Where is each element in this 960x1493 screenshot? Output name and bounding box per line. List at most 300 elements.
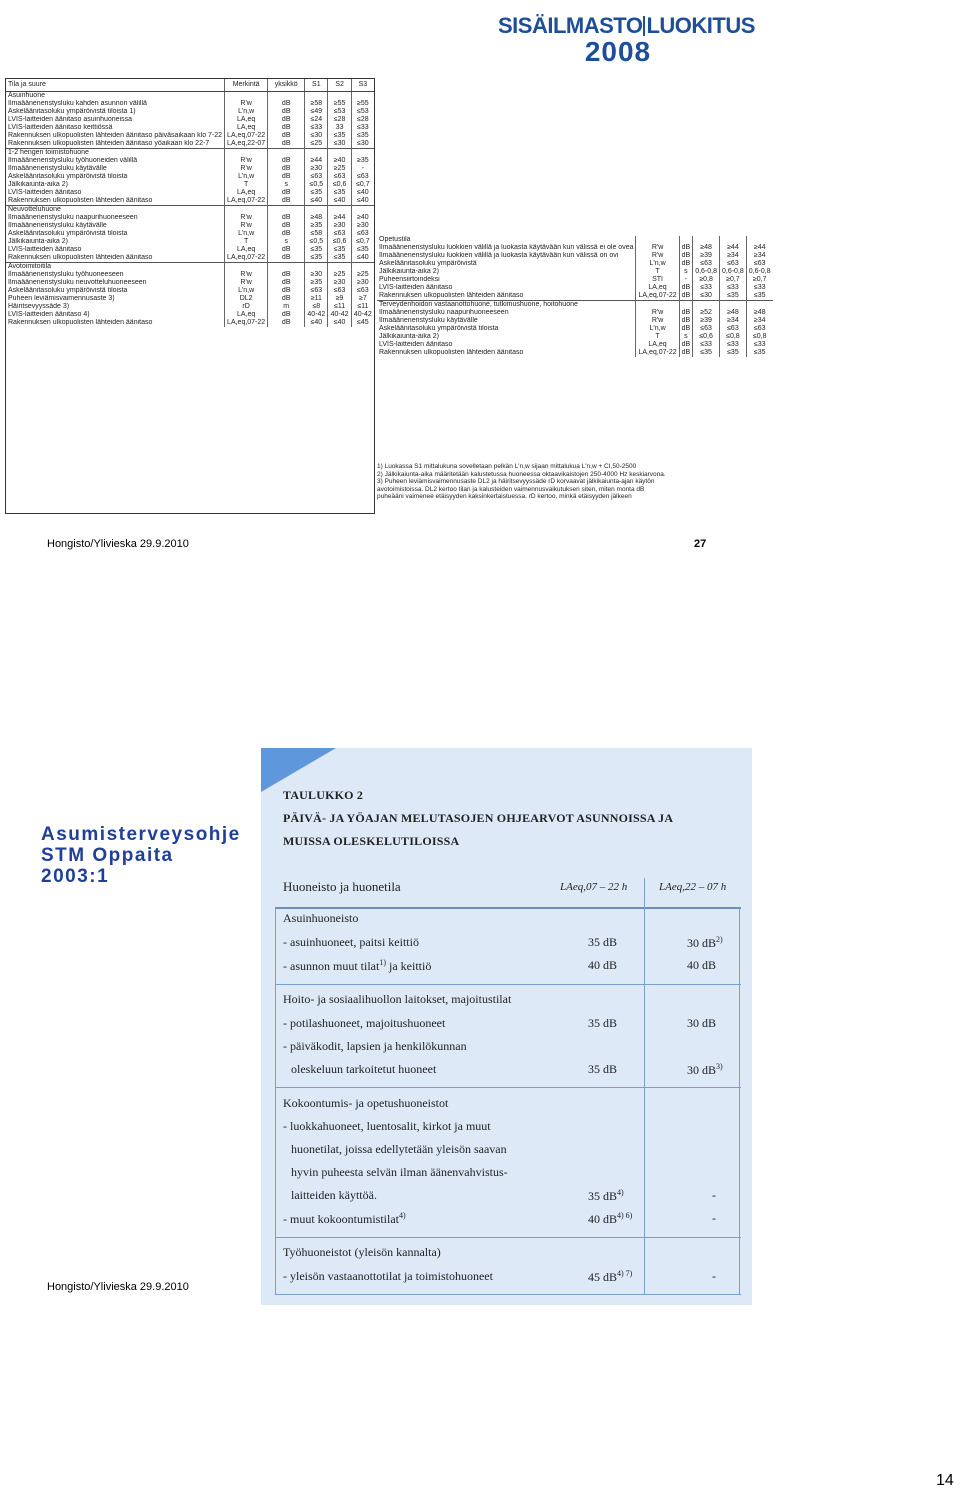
left-cell-label: Rakennuksen ulkopuolisten lähteiden äänitaso päiväsaikaan klo 7-22 [8, 132, 223, 139]
left-cell-sym: T [225, 181, 268, 189]
col-header-space: Huoneisto ja huonetila [283, 879, 401, 894]
right-row [377, 325, 773, 333]
right-cell-s2: ≤33 [720, 341, 747, 349]
left-cell-label: Ilmaääneneristysluku työhuoneiden välillä [8, 157, 138, 164]
left-cell-s3: ≥25 [351, 271, 374, 279]
left-cell-s1: ≥58 [305, 100, 328, 108]
right-cell-s2: ≤63 [720, 325, 747, 333]
left-cell-unit: s [268, 181, 305, 189]
left-cell-s1: ≤35 [305, 254, 328, 263]
right-row [377, 244, 773, 252]
left-row [6, 181, 374, 189]
logo-year: 2008 [584, 36, 652, 67]
left-cell-sym: LA,eq,22-07 [225, 140, 268, 149]
left-row [6, 271, 374, 279]
left-cell-label: Ilmaääneneristysluku naapurihuoneeseen [8, 214, 138, 221]
right-cell-s3: ≥44 [746, 244, 772, 252]
left-row [6, 100, 374, 108]
left-row [6, 287, 374, 295]
right-cell-sym: L'n,w [636, 260, 679, 268]
right-cell-s3: ≥34 [746, 317, 772, 325]
left-cell-s2: ≥25 [328, 271, 351, 279]
night-level-text: - [712, 1188, 716, 1202]
left-cell-unit: dB [268, 246, 305, 254]
left-cell-s2: ≤35 [328, 132, 351, 140]
left-cell-sym: R'w [225, 279, 268, 287]
right-cell-unit: dB [679, 349, 693, 357]
right-cell-unit: dB [679, 309, 693, 317]
left-section-empty-cell [328, 263, 351, 272]
left-cell-label: LVIS-laitteiden äänitaso 4) [8, 311, 90, 318]
right-cell-s1: ≤33 [693, 341, 720, 349]
right-cell-sym: R'w [636, 309, 679, 317]
right-cell-s1: ≤33 [693, 284, 720, 292]
left-section-empty-cell [225, 92, 268, 101]
right-cell-label: Ilmaääneneristysluku luokkien välillä ja luokasta käytävään kun välissä ei ole ovea [379, 244, 634, 251]
slide-title [41, 824, 256, 887]
left-requirements-table [5, 78, 375, 514]
left-cell-s1: ≤24 [305, 116, 328, 124]
right-section-label: Opetustila [379, 236, 411, 243]
left-cell-unit: dB [268, 214, 305, 222]
left-cell-s2: ≤0,6 [328, 238, 351, 246]
left-section-empty-cell [225, 263, 268, 272]
right-cell-unit: dB [679, 244, 693, 252]
left-section-empty-cell [268, 149, 305, 158]
right-cell-s2: ≥34 [720, 317, 747, 325]
left-cell-unit: dB [268, 197, 305, 206]
left-cell-s2: ≥44 [328, 214, 351, 222]
right-table [377, 236, 773, 357]
left-section-empty-cell [225, 149, 268, 158]
left-cell-s1: ≤63 [305, 173, 328, 181]
col-header-night: LAeq,22 – 07 h [659, 881, 727, 893]
left-cell-label: LVIS-laitteiden äänitaso [8, 189, 82, 196]
left-cell-label: Rakennuksen ulkopuolisten lähteiden äänitaso yöaikaan klo 22-7 [8, 140, 210, 147]
left-cell-sym: LA,eq,07-22 [225, 132, 268, 140]
guideline-row-label [283, 1119, 491, 1134]
right-cell-unit: s [679, 268, 693, 276]
left-cell-unit: dB [268, 230, 305, 238]
left-cell-s2: ≥40 [328, 157, 351, 165]
left-row [6, 311, 374, 319]
left-cell-s1: ≥48 [305, 214, 328, 222]
left-cell-s1: ≤0,5 [305, 238, 328, 246]
day-level-text: 35 dB [588, 935, 618, 949]
day-level-text: 35 dB [588, 1189, 618, 1203]
guideline-row-label [291, 1142, 507, 1157]
left-cell-unit: dB [268, 108, 305, 116]
left-cell-sym: L'n,w [225, 230, 268, 238]
left-cell-unit: dB [268, 271, 305, 279]
left-cell-s1: ≤35 [305, 189, 328, 197]
left-cell-s2: ≤28 [328, 116, 351, 124]
left-cell-sym: LA,eq [225, 311, 268, 319]
guideline-row-label [291, 1165, 508, 1180]
right-cell-s3: ≤33 [746, 341, 772, 349]
night-level-value [712, 1211, 716, 1226]
night-level-text: 40 dB [687, 958, 717, 972]
left-cell-s2: ≤40 [328, 319, 351, 327]
left-cell-unit: s [268, 238, 305, 246]
right-cell-s3: ≤35 [746, 292, 772, 301]
left-section-label: Asuinhuone [8, 92, 45, 99]
right-cell-sym: LA,eq,07-22 [636, 349, 679, 357]
left-cell-unit: dB [268, 295, 305, 303]
right-cell-label: LVIS-laitteiden äänitaso [379, 284, 453, 291]
guideline-row-label [283, 992, 511, 1007]
left-cell-sym: LA,eq [225, 246, 268, 254]
left-cell-label: Askeläänitasoluku ympäröivistä tiloista [8, 287, 128, 294]
day-level-value [588, 1062, 617, 1077]
left-cell-s1: ≥11 [305, 295, 328, 303]
right-cell-s1: ≤0,6 [693, 333, 720, 341]
right-cell-label: Askeläänitasoluku ympäröivistä [379, 260, 477, 267]
left-cell-s2: 40-42 [328, 311, 351, 319]
left-cell-s2: ≤35 [328, 254, 351, 263]
left-cell-s1: ≥44 [305, 157, 328, 165]
left-section-empty-cell [225, 206, 268, 215]
left-section-empty-cell [351, 263, 374, 272]
left-cell-unit: dB [268, 116, 305, 124]
left-section-label: 1-2 hengen toimistohuone [6, 149, 225, 158]
left-cell-sym: R'w [225, 214, 268, 222]
left-cell-unit: dB [268, 157, 305, 165]
left-cell-s1: ≤63 [305, 287, 328, 295]
header-space: Tila ja suure [6, 79, 225, 92]
guideline-row-label [283, 1245, 441, 1260]
left-section-label: Avotoimitoitila [6, 263, 225, 272]
night-level-text: - [712, 1211, 716, 1225]
right-cell-s3: ≤33 [746, 284, 772, 292]
left-cell-label: Askeläänitasoluku ympäröivistä tiloista 1) [8, 108, 136, 115]
left-row [6, 92, 374, 101]
night-level-value [687, 935, 723, 951]
guideline-row-label [283, 1016, 445, 1031]
right-cell-sym: R'w [636, 252, 679, 260]
left-cell-s1: ≤40 [305, 197, 328, 206]
row-text: - asunnon muut tilat [283, 959, 380, 973]
left-row [6, 222, 374, 230]
left-cell-s2: ≥55 [328, 100, 351, 108]
night-level-value [687, 1062, 723, 1078]
day-level-value [588, 1016, 617, 1031]
row-footnote-ref: 4) [399, 1211, 406, 1220]
day-level-value [588, 1188, 624, 1204]
night-level-text: 30 dB [687, 1063, 717, 1077]
left-row [6, 189, 374, 197]
right-row [377, 252, 773, 260]
left-section-empty-cell [268, 263, 305, 272]
right-cell-unit: dB [679, 284, 693, 292]
left-cell-unit: m [268, 303, 305, 311]
footer-author-date: Hongisto/Ylivieska 29.9.2010 [47, 538, 189, 550]
right-section-empty-cell [720, 301, 747, 310]
left-cell-label: Ilmaääneneristysluku käytävälle [8, 165, 107, 172]
left-cell-s3: ≤63 [351, 230, 374, 238]
right-row [377, 317, 773, 325]
row-text: - potilashuoneet, majoitushuoneet [283, 1016, 446, 1030]
left-cell-s3: ≤28 [351, 116, 374, 124]
left-cell-s1: ≥30 [305, 165, 328, 173]
row-text: huonetilat, joissa edellytetään yleisön saavan [291, 1142, 507, 1156]
right-cell-label: Ilmaääneneristysluku käytävälle [379, 317, 478, 324]
right-row [377, 333, 773, 341]
left-section-empty-cell [305, 263, 328, 272]
left-cell-s1: ≤25 [305, 140, 328, 149]
left-row [6, 173, 374, 181]
left-cell-s1: ≤35 [305, 246, 328, 254]
left-section-empty-cell [268, 206, 305, 215]
right-row [377, 276, 773, 284]
left-cell-unit: dB [268, 311, 305, 319]
left-cell-s1: ≤33 [305, 124, 328, 132]
right-cell-unit: dB [679, 325, 693, 333]
left-cell-s3: ≥55 [351, 100, 374, 108]
left-cell-sym: L'n,w [225, 287, 268, 295]
slide-title-line2: STM Oppaita [41, 845, 174, 866]
left-section-empty-cell [305, 206, 328, 215]
left-cell-unit: dB [268, 279, 305, 287]
left-cell-label: Jälkikaiunta-aika 2) [8, 181, 68, 188]
night-level-footnote: 2) [716, 935, 723, 944]
left-cell-sym: LA,eq [225, 189, 268, 197]
guideline-row-label [283, 1269, 493, 1284]
left-cell-sym: LA,eq [225, 116, 268, 124]
left-cell-sym: L'n,w [225, 108, 268, 116]
footnote: puheääni vaimenee etäisyyden kaksinkertaistuessa. rD kertoo, minkä etäisyyden jälkeen [377, 493, 632, 500]
left-cell-s3: ≤40 [351, 189, 374, 197]
right-cell-unit: dB [679, 341, 693, 349]
right-cell-s2: ≤35 [720, 349, 747, 357]
left-section-empty-cell [328, 92, 351, 101]
left-cell-label: Puheen leviämisvaimennusaste 3) [8, 295, 115, 302]
guideline-row-label [291, 1188, 377, 1203]
left-cell-label: Askeläänitasoluku ympäröivistä tiloista [8, 173, 128, 180]
right-cell-s1: ≥48 [693, 244, 720, 252]
left-cell-s2: ≤35 [328, 189, 351, 197]
right-cell-label: Ilmaääneneristysluku naapurihuoneeseen [379, 309, 509, 316]
left-cell-s3: ≤45 [351, 319, 374, 327]
night-level-text: 30 dB [687, 1016, 717, 1030]
row-text: - yleisön vastaanottotilat ja toimistohuoneet [283, 1269, 493, 1283]
right-section-empty-cell [746, 236, 772, 244]
section-rule-2 [275, 1087, 741, 1088]
left-cell-s2: ≤63 [328, 173, 351, 181]
column-divider-1 [644, 878, 645, 1294]
slide-number: 27 [694, 538, 707, 550]
left-cell-sym: LA,eq,07-22 [225, 197, 268, 206]
right-cell-s1: ≤30 [693, 292, 720, 301]
row-text-continued: ja keittiö [386, 959, 432, 973]
left-cell-unit: dB [268, 319, 305, 327]
footnote: 2) Jälkikaiunta-aika määritetään kalustetussa huoneessa oktaavikaistojen 250-4000 Hz keskiarvona. [377, 470, 666, 478]
left-cell-unit: dB [268, 140, 305, 149]
left-cell-s2: ≥30 [328, 279, 351, 287]
right-cell-s2: ≥48 [720, 309, 747, 317]
right-cell-s1: ≥52 [693, 309, 720, 317]
right-cell-s3: ≤63 [746, 260, 772, 268]
left-cell-unit: dB [268, 189, 305, 197]
right-cell-sym: LA,eq [636, 284, 679, 292]
right-cell-s1: 0,6-0,8 [693, 268, 720, 276]
right-row [377, 268, 773, 276]
right-cell-s1: ≥39 [693, 317, 720, 325]
day-level-value [588, 958, 617, 973]
right-cell-s3: ≤63 [746, 325, 772, 333]
footnote: avotoimistoissa. DL2 kertoo tilan ja kalusteiden vaimennusvaikutuksen siten, miten monta dB [377, 485, 645, 493]
left-cell-s2: ≤63 [328, 287, 351, 295]
right-row [377, 349, 773, 357]
left-cell-s2: ≤40 [328, 197, 351, 206]
slide-title-line3: 2003:1 [41, 866, 110, 887]
right-cell-s2: ≤63 [720, 260, 747, 268]
left-cell-s2: ≥9 [328, 295, 351, 303]
left-cell-label: Ilmaääneneristysluku käytävälle [8, 222, 107, 229]
left-section-empty-cell [268, 92, 305, 101]
day-level-text: 40 dB [588, 958, 618, 972]
row-footnote-ref: 1) [379, 958, 386, 967]
left-cell-label: Rakennuksen ulkopuolisten lähteiden äänitaso [8, 197, 153, 204]
left-cell-s1: ≥35 [305, 279, 328, 287]
left-row [6, 254, 374, 263]
right-cell-s2: ≥0,7 [720, 276, 747, 284]
header-symbol: Merkintä [225, 79, 268, 92]
table-heading-line1: PÄIVÄ- JA YÖAJAN MELUTASOJEN OHJEARVOT ASUNNOISSA JA [283, 811, 674, 825]
page-number: 14 [936, 1472, 954, 1489]
left-cell-unit: dB [268, 124, 305, 132]
left-cell-label: Jälkikaiunta-aika 2) [8, 238, 68, 245]
night-level-value [712, 1188, 716, 1203]
left-cell-s3: ≤53 [351, 108, 374, 116]
night-level-text: - [712, 1269, 716, 1283]
left-row [6, 214, 374, 222]
right-row [377, 236, 773, 244]
left-cell-s3: ≥7 [351, 295, 374, 303]
left-cell-s3: - [351, 165, 374, 173]
left-cell-unit: dB [268, 165, 305, 173]
left-cell-s1: ≤30 [305, 132, 328, 140]
header-s2: S2 [328, 79, 351, 92]
right-cell-label: Jälkikaiunta-aika 2) [379, 268, 439, 275]
guideline-row-label [283, 935, 419, 950]
left-cell-s3: ≤0,7 [351, 238, 374, 246]
row-text: - päiväkodit, lapsien ja henkilökunnan [283, 1039, 467, 1053]
section-rule-4 [275, 1294, 741, 1295]
right-cell-s2: ≤33 [720, 284, 747, 292]
left-row [6, 108, 374, 116]
right-row [377, 341, 773, 349]
night-level-value [687, 958, 716, 973]
left-cell-s3: ≤0,7 [351, 181, 374, 189]
left-cell-s3: ≥40 [351, 214, 374, 222]
header-rule [275, 907, 741, 909]
left-cell-sym: rD [225, 303, 268, 311]
left-row [6, 197, 374, 206]
left-cell-sym: R'w [225, 100, 268, 108]
right-cell-sym: R'w [636, 244, 679, 252]
day-level-value [588, 935, 617, 950]
right-cell-s2: ≥34 [720, 252, 747, 260]
left-cell-s2: ≤30 [328, 140, 351, 149]
corner-triangle-decoration [261, 748, 336, 792]
footnote: 3) Puheen leviämisvaimennusaste DL2 ja häiritsevyyssäde rD korvaavat jälkikaiunta-ajan käytön [377, 478, 655, 485]
left-section-empty-cell [305, 92, 328, 101]
right-cell-label: LVIS-laitteiden äänitaso [379, 341, 453, 348]
right-cell-sym: STI [636, 276, 679, 284]
left-cell-s2: ≥30 [328, 222, 351, 230]
day-level-footnote: 4) 6) [617, 1211, 633, 1220]
left-cell-sym: LA,eq,07-22 [225, 319, 268, 327]
logo-part2: LUOKITUS [646, 13, 755, 38]
left-cell-s3: ≤35 [351, 246, 374, 254]
left-cell-sym: R'w [225, 157, 268, 165]
right-cell-sym: L'n,w [636, 325, 679, 333]
section-rule-1 [275, 984, 741, 985]
left-row [6, 230, 374, 238]
right-cell-unit: - [679, 276, 693, 284]
row-text: hyvin puheesta selvän ilman äänenvahvistus- [291, 1165, 508, 1179]
left-cell-unit: dB [268, 132, 305, 140]
right-cell-sym: R'w [636, 317, 679, 325]
right-cell-s2: 0,6-0,8 [720, 268, 747, 276]
right-cell-s3: ≥34 [746, 252, 772, 260]
header-s3: S3 [351, 79, 374, 92]
row-text: - luokkahuoneet, luentosalit, kirkot ja muut [283, 1119, 491, 1133]
left-cell-s3: ≤35 [351, 132, 374, 140]
left-cell-s3: ≤40 [351, 254, 374, 263]
left-cell-s3: ≥30 [351, 279, 374, 287]
left-cell-label: Ilmaääneneristysluku kahden asunnon välillä [8, 100, 147, 107]
left-cell-sym: R'w [225, 222, 268, 230]
right-cell-unit: dB [679, 252, 693, 260]
day-level-value [588, 1269, 632, 1285]
right-cell-sym: LA,eq [636, 341, 679, 349]
left-cell-sym: T [225, 238, 268, 246]
day-level-text: 40 dB [588, 1212, 618, 1226]
left-table-header [6, 79, 374, 92]
left-cell-sym: L'n,w [225, 173, 268, 181]
left-cell-label: LVIS-laitteiden äänitaso [8, 246, 82, 253]
left-row [6, 124, 374, 132]
left-row [6, 319, 374, 327]
right-cell-label: Puheensiirtoindeksi [379, 276, 440, 283]
right-cell-unit: dB [679, 260, 693, 268]
left-row [6, 246, 374, 254]
row-text: Työhuoneistot (yleisön kannalta) [283, 1245, 441, 1259]
right-cell-unit: dB [679, 317, 693, 325]
header-s1: S1 [305, 79, 328, 92]
right-row [377, 301, 773, 310]
left-cell-sym: DL2 [225, 295, 268, 303]
col-header-day: LAeq,07 – 22 h [560, 881, 628, 893]
left-cell-s3: ≤33 [351, 124, 374, 132]
right-cell-unit: dB [679, 292, 693, 301]
row-text: laitteiden käyttöä. [291, 1188, 377, 1202]
right-cell-s1: ≤35 [693, 349, 720, 357]
sisailmastoluokitus-logo [498, 13, 755, 68]
guideline-row-label [283, 1211, 406, 1227]
left-row [6, 140, 374, 149]
right-cell-label: Jälkikaiunta-aika 2) [379, 333, 439, 340]
left-row [6, 149, 374, 158]
left-cell-s3: ≥35 [351, 157, 374, 165]
left-row [6, 303, 374, 311]
left-cell-s3: ≤11 [351, 303, 374, 311]
logo-part1: SISÄILMASTO [498, 13, 643, 38]
left-cell-sym: LA,eq [225, 124, 268, 132]
left-cell-s2: 33 [328, 124, 351, 132]
